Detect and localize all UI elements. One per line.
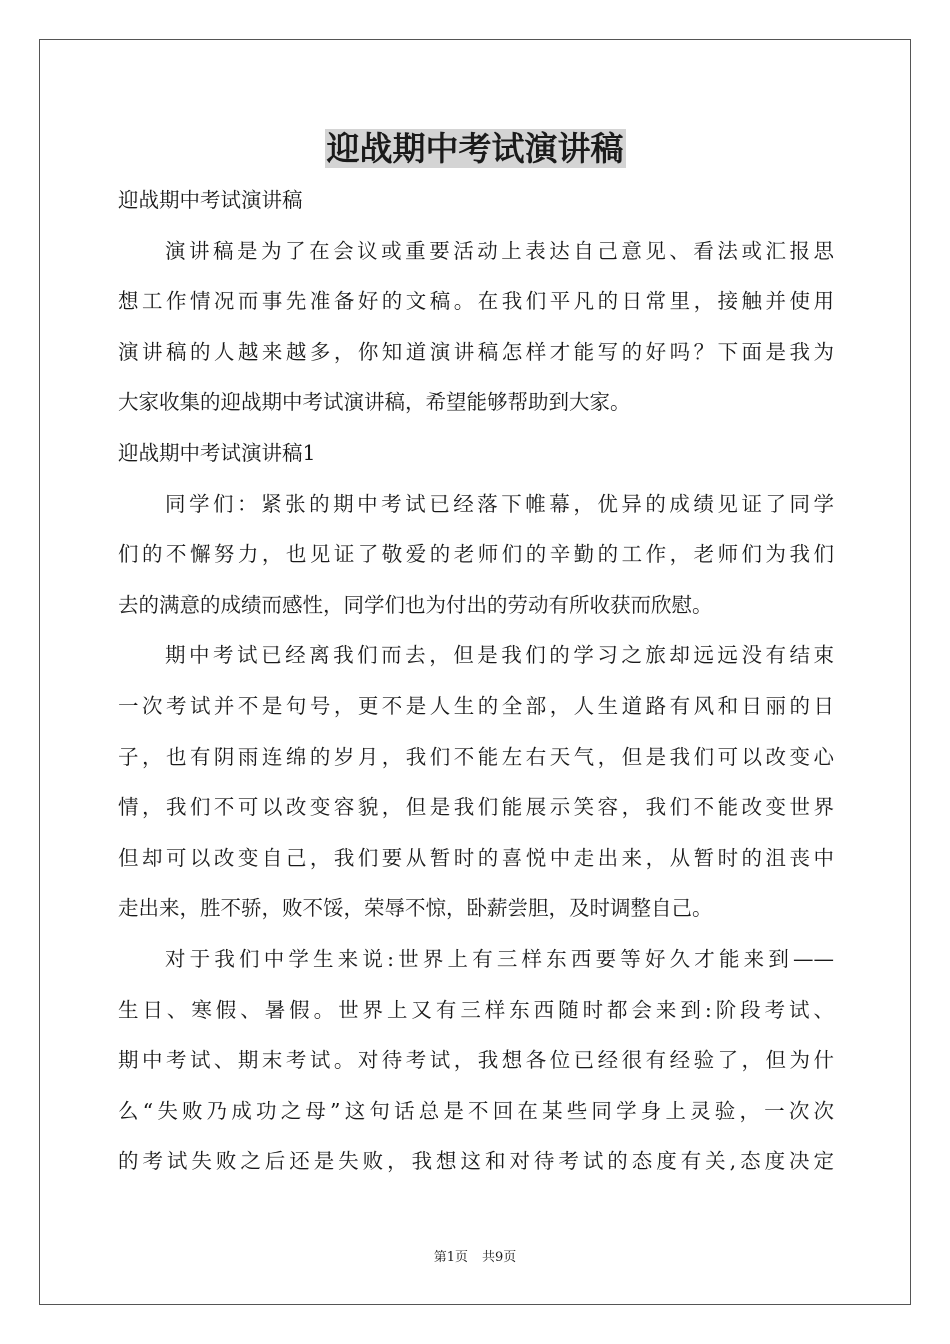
text-line: 走出来，胜不骄，败不馁，荣辱不惊，卧薪尝胆，及时调整自己。 bbox=[118, 896, 713, 921]
text-line: 生日、寒假、暑假。世界上又有三样东西随时都会来到:阶段考试、 bbox=[118, 997, 834, 1022]
page-number: 第1页 bbox=[433, 1250, 468, 1265]
document-body bbox=[118, 175, 834, 1187]
text-line: 同学们：紧张的期中考试已经落下帷幕，优异的成绩见证了同学 bbox=[165, 491, 834, 516]
text-line: 一次考试并不是句号，更不是人生的全部，人生道路有风和日丽的日 bbox=[118, 693, 834, 718]
text-line: 想工作情况而事先准备好的文稿。在我们平凡的日常里，接触并使用 bbox=[118, 289, 834, 314]
document-title bbox=[0, 125, 950, 173]
text-line: 期中考试已经离我们而去，但是我们的学习之旅却远远没有结束 bbox=[165, 643, 834, 668]
text-line: 演讲稿的人越来越多，你知道演讲稿怎样才能写的好吗？下面是我为 bbox=[118, 339, 834, 364]
page-footer bbox=[0, 1246, 950, 1265]
text-line: 么“失败乃成功之母”这句话总是不回在某些同学身上灵验，一次次 bbox=[118, 1098, 834, 1123]
document-title-text: 迎战期中考试演讲稿 bbox=[326, 129, 624, 168]
text-line: 但却可以改变自己，我们要从暂时的喜悦中走出来，从暂时的沮丧中 bbox=[118, 845, 834, 870]
text-line: 们的不懈努力，也见证了敬爱的老师们的辛勤的工作，老师们为我们 bbox=[118, 542, 834, 567]
text-line: 期中考试、期末考试。对待考试，我想各位已经很有经验了，但为什 bbox=[118, 1048, 834, 1073]
text-line: 迎战期中考试演讲稿 bbox=[118, 188, 303, 212]
page-total: 共9页 bbox=[482, 1250, 517, 1265]
text-line: 大家收集的迎战期中考试演讲稿，希望能够帮助到大家。 bbox=[118, 390, 631, 415]
text-line: 情，我们不可以改变容貌，但是我们能展示笑容，我们不能改变世界 bbox=[118, 795, 834, 820]
text-line: 去的满意的成绩而感性，同学们也为付出的劳动有所收获而欣慰。 bbox=[118, 592, 713, 617]
text-line: 子，也有阴雨连绵的岁月，我们不能左右天气，但是我们可以改变心 bbox=[118, 744, 834, 769]
text-line: 演讲稿是为了在会议或重要活动上表达自己意见、看法或汇报思 bbox=[165, 238, 834, 263]
text-line: 迎战期中考试演讲稿1 bbox=[118, 440, 316, 465]
text-line: 的考试失败之后还是失败，我想这和对待考试的态度有关,态度决定 bbox=[118, 1149, 834, 1174]
text-line: 对于我们中学生来说:世界上有三样东西要等好久才能来到—— bbox=[165, 946, 834, 971]
